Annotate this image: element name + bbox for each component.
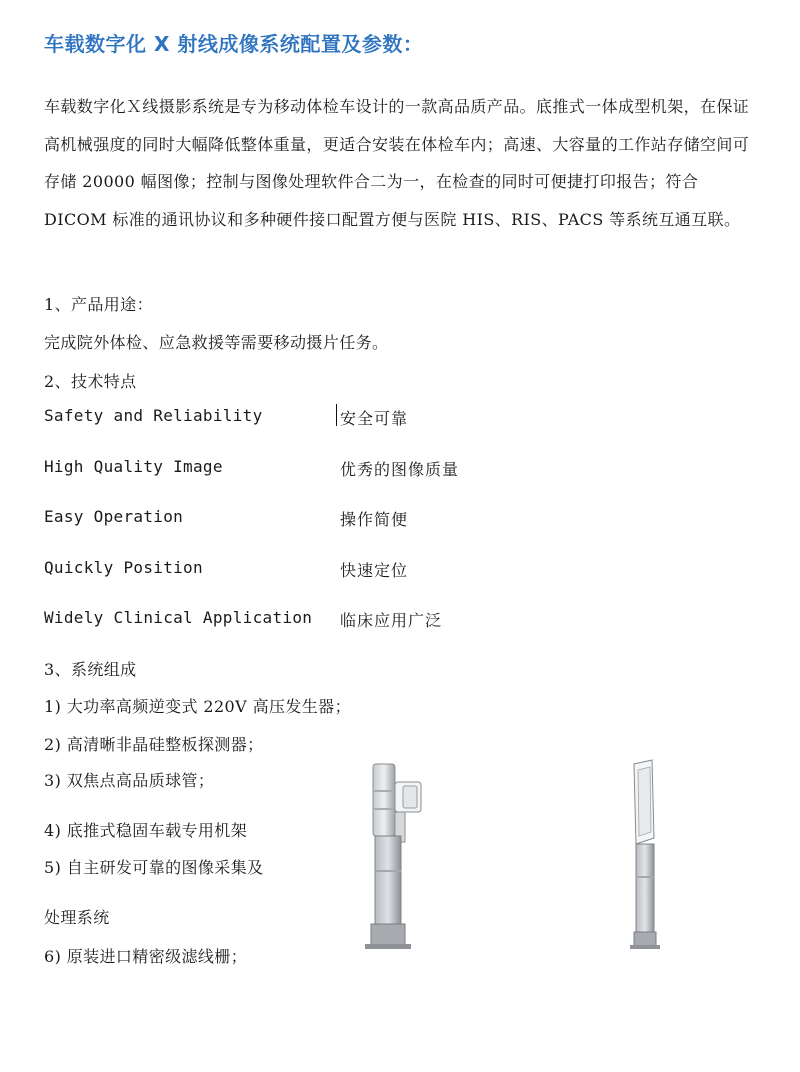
component-item-5: 5) 自主研发可靠的图像采集及 xyxy=(44,858,264,877)
feature-zh-2: 优秀的图像质量 xyxy=(340,460,460,479)
component-item-6: 6) 原装进口精密级滤线栅； xyxy=(44,947,248,966)
component-item-2: 2) 高清晰非晶硅整板探测器； xyxy=(44,735,264,754)
feature-en-3: Easy Operation xyxy=(44,507,184,526)
component-item-5-cont: 处理系统 xyxy=(44,908,110,927)
intro-paragraph: 车载数字化Ｘ线摄影系统是专为移动体检车设计的一款高品质产品。底推式一体成型机架，在保证高机械强度的同时大幅降低整体重量，更适合安装在体检车内；高速、大容量的工作站存储空间可存储 20000 幅图像；控制与图像处理软件合二为一，在检查的同时可便捷打印报告；符合 DICOM 标准的通讯协议和多种硬件接口配置方便与医院 HIS、RIS、PACS 等系统互通互联。 xyxy=(44,97,750,229)
text-cursor xyxy=(336,404,337,426)
feature-zh-5: 临床应用广泛 xyxy=(340,611,443,630)
feature-en-4: Quickly Position xyxy=(44,558,203,577)
feature-en-2: High Quality Image xyxy=(44,457,223,476)
detector-stand-image xyxy=(622,758,670,952)
component-item-1: 1) 大功率高频逆变式 220V 高压发生器； xyxy=(44,697,351,716)
section3-heading: 3、系统组成 xyxy=(44,660,137,679)
section1-body: 完成院外体检、应急救援等需要移动摄片任务。 xyxy=(44,333,389,352)
component-item-4: 4) 底推式稳固车载专用机架 xyxy=(44,821,248,840)
document-title: 车载数字化 X 射线成像系统配置及参数： xyxy=(44,32,424,56)
feature-zh-3: 操作简便 xyxy=(340,510,409,529)
section2-heading: 2、技术特点 xyxy=(44,372,137,391)
xray-tube-stand-image xyxy=(355,760,435,952)
component-item-3: 3) 双焦点高品质球管； xyxy=(44,771,215,790)
feature-zh-1: 安全可靠 xyxy=(340,409,409,428)
feature-zh-4: 快速定位 xyxy=(340,561,409,580)
feature-en-5: Widely Clinical Application xyxy=(44,608,313,627)
section1-heading: 1、产品用途： xyxy=(44,295,153,314)
feature-en-1: Safety and Reliability xyxy=(44,406,263,425)
